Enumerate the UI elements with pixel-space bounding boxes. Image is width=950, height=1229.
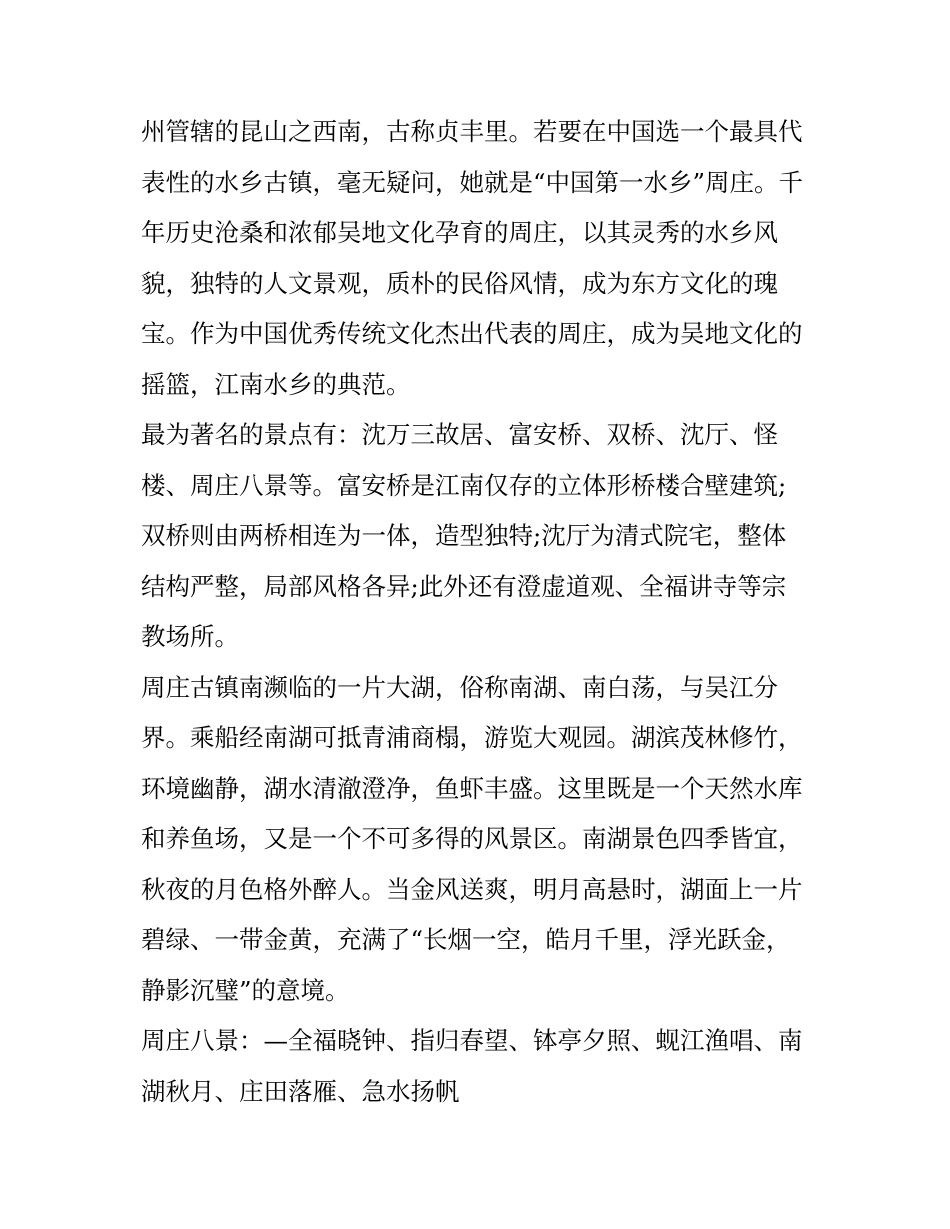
paragraph-south-lake [141,663,821,1017]
paragraph-eight-scenes [141,1016,821,1117]
text-line: 湖秋月、庄田落雁、急水扬帆 [141,1076,460,1106]
paragraph-zhouzhuang-intro [141,107,821,410]
text-line: 和养鱼场，又是一个不可多得的风景区。南湖景色四季皆宜， [141,824,803,853]
text-line: 年历史沧桑和浓郁吴地文化孕育的周庄，以其灵秀的水乡风 [141,218,778,247]
text-line: 教场所。 [141,622,239,651]
text-line: 结构严整，局部风格各异;此外还有澄虚道观、全福讲寺等宗 [141,571,787,601]
text-line: 貌，独特的人文景观，质朴的民俗风情，成为东方文化的瑰 [141,268,778,298]
text-line: 周庄八景：—全福晓钟、指归春望、钵亭夕照、蚬江渔唱、南 [141,1026,803,1055]
text-line: 最为著名的景点有：沈万三故居、富安桥、双桥、沈厅、怪 [141,420,778,449]
text-line: 双桥则由两桥相连为一体，造型独特;沈厅为清式院宅，整体 [141,521,787,550]
text-line: 宝。作为中国优秀传统文化杰出代表的周庄，成为吴地文化的 [141,319,803,348]
text-line: 秋夜的月色格外醉人。当金风送爽，明月高悬时，湖面上一片 [141,874,803,904]
text-line: 表性的水乡古镇，毫无疑问，她就是“中国第一水乡”周庄。千 [141,167,804,197]
text-line: 环境幽静，湖水清澈澄净，鱼虾丰盛。这里既是一个天然水库 [141,773,803,803]
text-line: 碧绿、一带金黄，充满了“长烟一空，皓月千里，浮光跃金， [141,925,791,954]
text-line: 界。乘船经南湖可抵青浦商榻，游览大观园。湖滨茂林修竹， [141,723,803,752]
text-line: 州管辖的昆山之西南，古称贞丰里。若要在中国选一个最具代 [141,117,803,146]
text-line: 静影沉璧”的意境。 [141,975,350,1005]
document-body [141,107,821,1117]
text-line: 摇篮，江南水乡的典范。 [141,369,411,399]
text-line: 周庄古镇南濒临的一片大湖，俗称南湖、南白荡，与吴江分 [141,672,778,702]
paragraph-famous-sights [141,410,821,663]
text-line: 楼、周庄八景等。富安桥是江南仅存的立体形桥楼合壁建筑; [141,470,787,500]
